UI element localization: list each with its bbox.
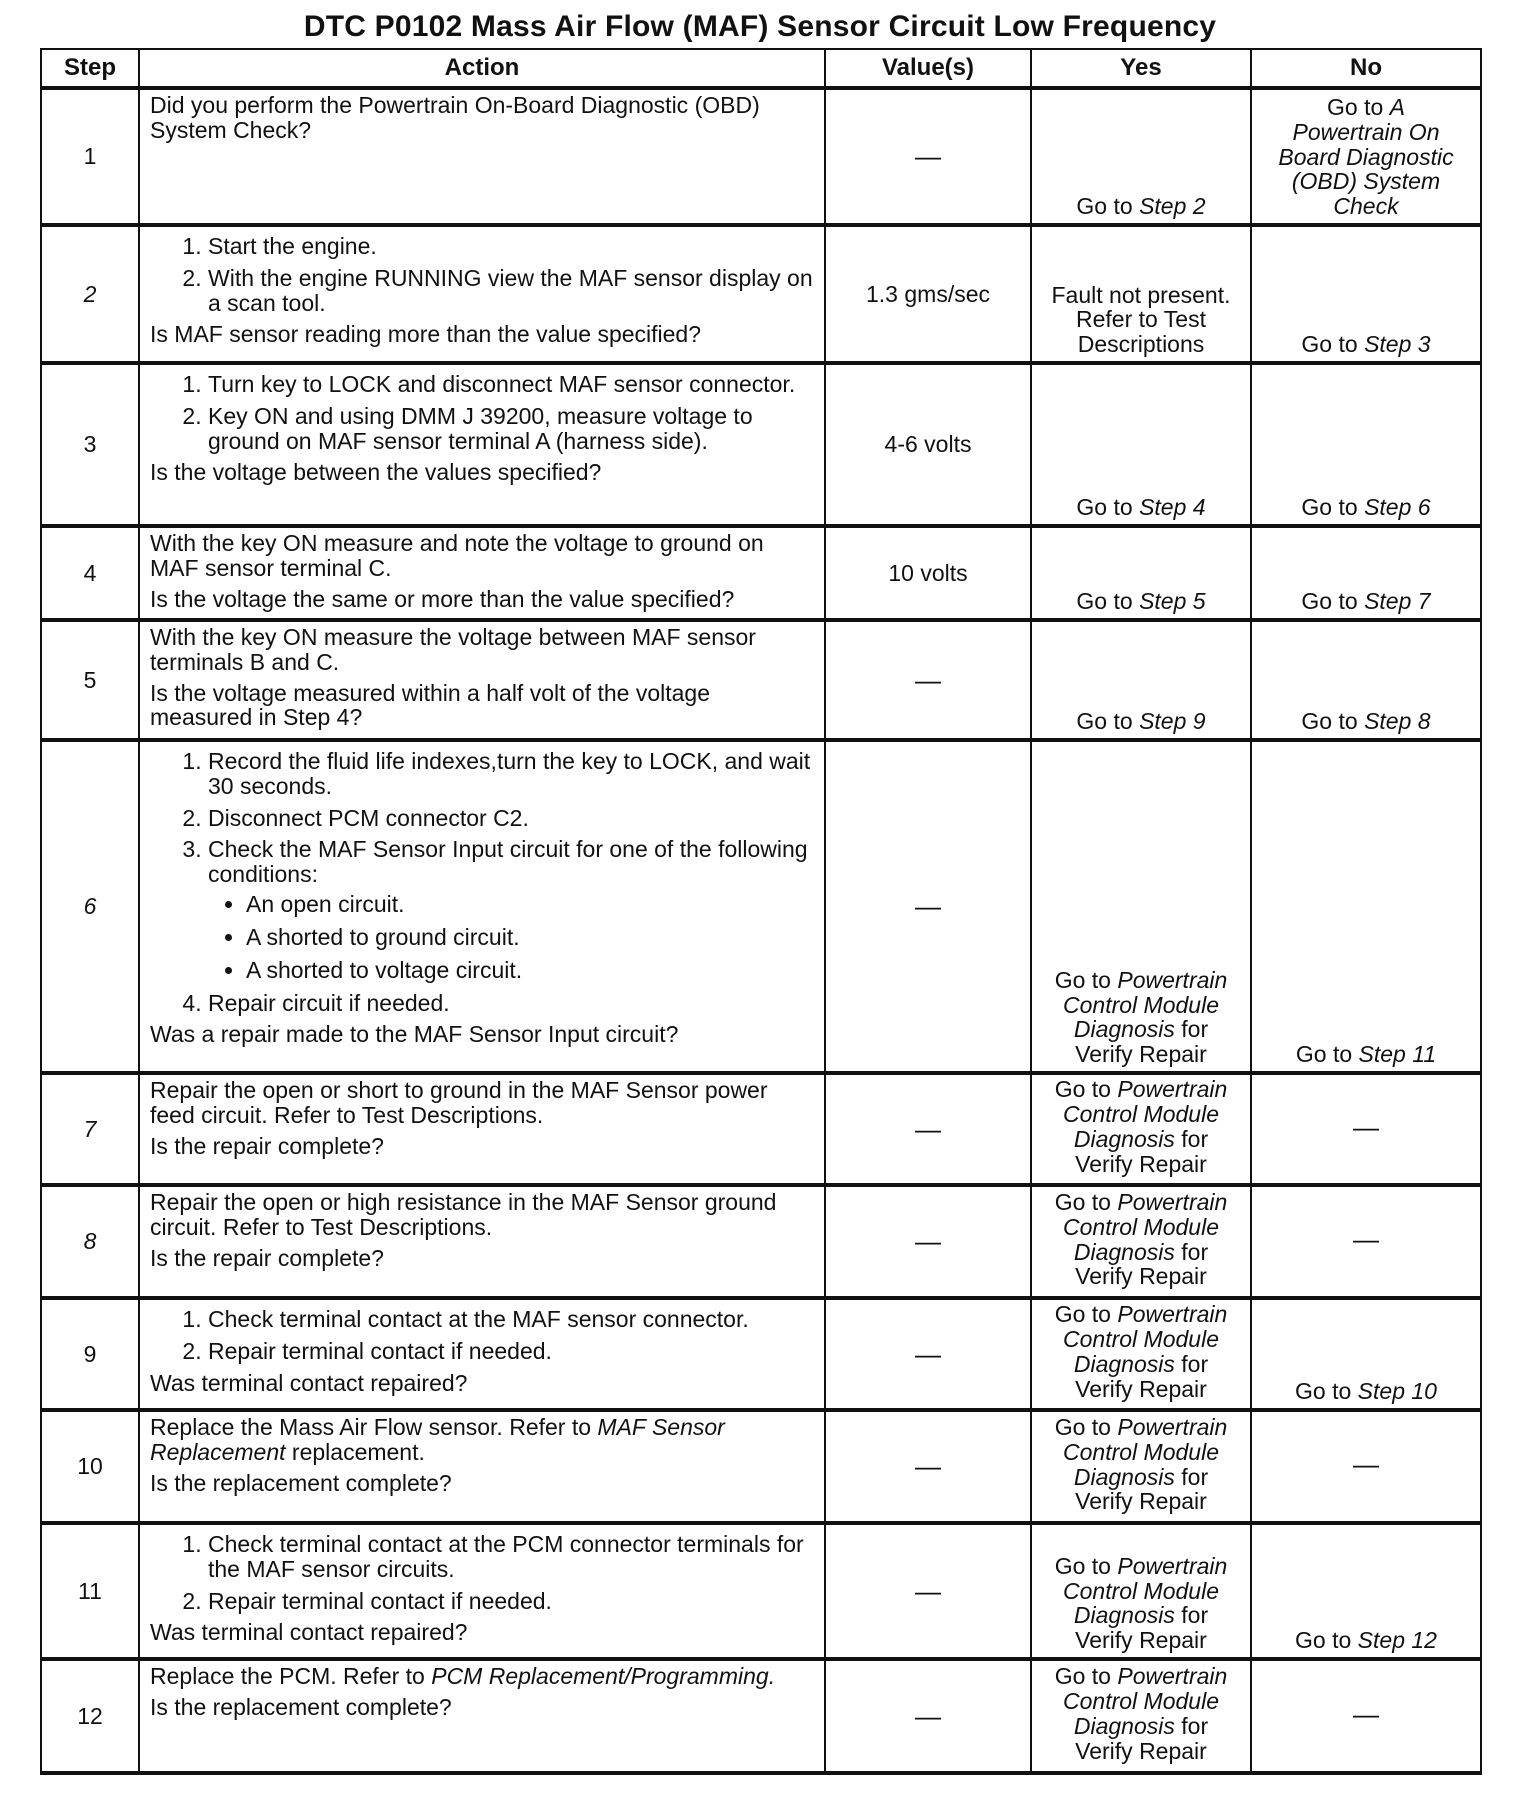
action-cell <box>139 1523 825 1659</box>
action-text: With the key ON measure the voltage between MAF sensor terminals B and C. <box>150 624 756 675</box>
action-cell <box>139 620 825 740</box>
step-number: 8 <box>41 1185 139 1298</box>
step-number: 9 <box>41 1298 139 1410</box>
step-number: 12 <box>41 1659 139 1773</box>
yes-cell: Go to Step 2 <box>1031 88 1251 225</box>
table-row <box>41 1298 1481 1410</box>
header-value: Value(s) <box>825 49 1031 88</box>
no-cell: — <box>1251 1073 1481 1185</box>
no-cell: Go to Step 8 <box>1251 620 1481 740</box>
value-cell: — <box>825 1298 1031 1410</box>
action-question: Is the voltage the same or more than the value specified? <box>150 585 735 612</box>
no-cell: — <box>1251 1185 1481 1298</box>
action-question: Is the replacement complete? <box>150 1693 452 1720</box>
header-row <box>41 49 1481 88</box>
table-row <box>41 1073 1481 1185</box>
no-cell: Go to Step 10 <box>1251 1298 1481 1410</box>
action-cell <box>139 1185 825 1298</box>
value-cell: — <box>825 1073 1031 1185</box>
value-cell: 10 volts <box>825 526 1031 620</box>
action-cell <box>139 1073 825 1185</box>
action-cell <box>139 1410 825 1523</box>
no-cell: Go to Step 3 <box>1251 225 1481 363</box>
yes-cell: Go to Powertrain Control Module Diagnosis for Verify Repair <box>1031 1523 1251 1659</box>
action-list: 1. Check terminal contact at the PCM connector terminals for the MAF sensor circuits. 2. Repair terminal contact if needed. <box>150 1532 816 1613</box>
header-yes: Yes <box>1031 49 1251 88</box>
condition-list: • An open circuit. • A shorted to ground circuit. • A shorted to voltage circuit. <box>208 892 816 982</box>
yes-cell: Go to Step 9 <box>1031 620 1251 740</box>
action-text: Repair the open or short to ground in the MAF Sensor power feed circuit. Refer to Test Descriptions. <box>150 1077 768 1128</box>
action-text: Repair the open or high resistance in the MAF Sensor ground circuit. Refer to Test Descriptions. <box>150 1189 777 1240</box>
table-row <box>41 1659 1481 1773</box>
action-question: Is MAF sensor reading more than the value specified? <box>150 321 702 348</box>
action-text: Replace the Mass Air Flow sensor. Refer to MAF Sensor Replacement replacement. <box>150 1414 725 1465</box>
value-cell: — <box>825 740 1031 1073</box>
table-row <box>41 740 1481 1073</box>
action-question: Is the repair complete? <box>150 1244 384 1271</box>
step-number: 7 <box>41 1073 139 1185</box>
action-list: 1. Turn key to LOCK and disconnect MAF sensor connector. 2. Key ON and using DMM J 39200, measure voltage to ground on MAF sensor terminal A (harness side). <box>150 372 816 453</box>
action-cell <box>139 363 825 526</box>
action-question: Was terminal contact repaired? <box>150 1619 468 1646</box>
value-cell: — <box>825 1659 1031 1773</box>
header-action: Action <box>139 49 825 88</box>
table-row <box>41 620 1481 740</box>
action-list: 1. Start the engine. 2. With the engine RUNNING view the MAF sensor display on a scan tool. <box>150 234 816 315</box>
no-cell: Go to Step 7 <box>1251 526 1481 620</box>
yes-cell: Go to Powertrain Control Module Diagnosis for Verify Repair <box>1031 1073 1251 1185</box>
no-cell: Go to Step 11 <box>1251 740 1481 1073</box>
value-cell: 1.3 gms/sec <box>825 225 1031 363</box>
value-cell: — <box>825 1185 1031 1298</box>
no-cell: Go to Step 12 <box>1251 1523 1481 1659</box>
yes-cell: Go to Powertrain Control Module Diagnosis for Verify Repair <box>1031 740 1251 1073</box>
yes-cell: Fault not present. Refer to Test Descriptions <box>1031 225 1251 363</box>
action-cell <box>139 88 825 225</box>
page-title: DTC P0102 Mass Air Flow (MAF) Sensor Circuit Low Frequency <box>303 10 1217 43</box>
action-question: Was terminal contact repaired? <box>150 1369 468 1396</box>
step-number: 10 <box>41 1410 139 1523</box>
step-number: 3 <box>41 363 139 526</box>
table-row <box>41 225 1481 363</box>
yes-cell: Go to Step 4 <box>1031 363 1251 526</box>
value-cell: 4-6 volts <box>825 363 1031 526</box>
step-number: 11 <box>41 1523 139 1659</box>
yes-cell: Go to Powertrain Control Module Diagnosis for Verify Repair <box>1031 1659 1251 1773</box>
action-list: 1. Record the fluid life indexes,turn the key to LOCK, and wait 30 seconds. 2. Disconnect PCM connector C2. 3. Check the MAF Sensor Input circuit for one of the following conditions: • An open circuit. • A shorted to ground circuit. • A shorted to voltage circuit. 4. Repair circuit if needed. <box>150 749 816 1015</box>
header-step: Step <box>41 49 139 88</box>
step-number: 2 <box>41 225 139 363</box>
action-question: Is the replacement complete? <box>150 1469 452 1496</box>
table-row <box>41 1523 1481 1659</box>
action-cell <box>139 526 825 620</box>
step-number: 5 <box>41 620 139 740</box>
step-number: 4 <box>41 526 139 620</box>
no-cell: — <box>1251 1410 1481 1523</box>
value-cell: — <box>825 1523 1031 1659</box>
action-text: Did you perform the Powertrain On-Board Diagnostic (OBD) System Check? <box>150 92 760 143</box>
action-question: Is the voltage measured within a half volt of the voltage measured in Step 4? <box>150 679 710 731</box>
value-cell: — <box>825 88 1031 225</box>
step-number: 1 <box>41 88 139 225</box>
yes-cell: Go to Step 5 <box>1031 526 1251 620</box>
diagnostic-table <box>40 48 1482 1775</box>
table-row <box>41 88 1481 225</box>
value-cell: — <box>825 1410 1031 1523</box>
table-row <box>41 363 1481 526</box>
yes-cell: Go to Powertrain Control Module Diagnosis for Verify Repair <box>1031 1410 1251 1523</box>
table-row <box>41 526 1481 620</box>
action-cell <box>139 225 825 363</box>
value-cell: — <box>825 620 1031 740</box>
action-text: Replace the PCM. Refer to PCM Replacement/Programming. <box>150 1663 776 1689</box>
action-cell <box>139 1659 825 1773</box>
table-row <box>41 1410 1481 1523</box>
yes-cell: Go to Powertrain Control Module Diagnosis for Verify Repair <box>1031 1185 1251 1298</box>
action-question: Was a repair made to the MAF Sensor Input circuit? <box>150 1021 679 1048</box>
no-cell: Go to A Powertrain On Board Diagnostic (OBD) System Check <box>1251 88 1481 225</box>
table-row <box>41 1185 1481 1298</box>
header-no: No <box>1251 49 1481 88</box>
no-cell: — <box>1251 1659 1481 1773</box>
action-cell <box>139 740 825 1073</box>
action-cell <box>139 1298 825 1410</box>
step-number: 6 <box>41 740 139 1073</box>
yes-cell: Go to Powertrain Control Module Diagnosis for Verify Repair <box>1031 1298 1251 1410</box>
no-cell: Go to Step 6 <box>1251 363 1481 526</box>
action-list: 1. Check terminal contact at the MAF sensor connector. 2. Repair terminal contact if needed. <box>150 1307 816 1364</box>
action-question: Is the repair complete? <box>150 1132 384 1159</box>
action-question: Is the voltage between the values specified? <box>150 459 602 486</box>
action-text: With the key ON measure and note the voltage to ground on MAF sensor terminal C. <box>150 530 764 581</box>
